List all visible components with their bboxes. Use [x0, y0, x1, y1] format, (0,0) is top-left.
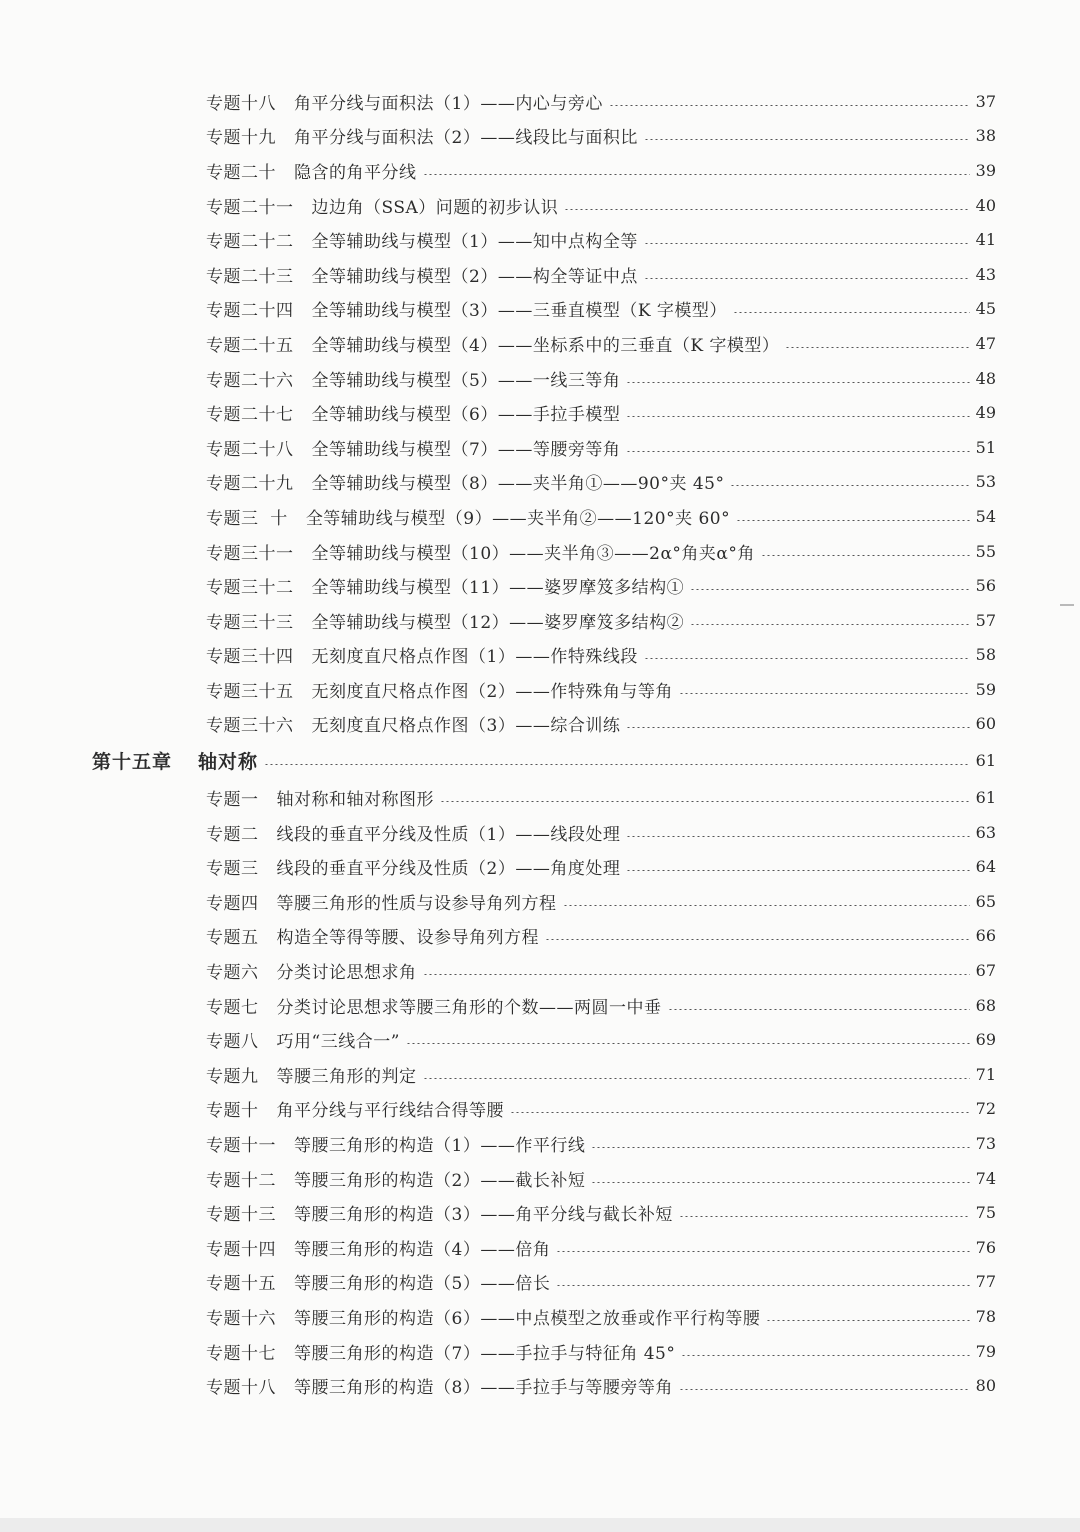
topic-label: 专题三十五 — [206, 681, 294, 702]
toc-topic-row — [0, 465, 1080, 500]
topic-title: 等腰三角形的判定 — [276, 1066, 417, 1087]
topic-label: 专题十七 — [206, 1343, 276, 1364]
dot-leader — [626, 416, 969, 417]
dot-leader — [736, 520, 970, 521]
topic-label: 专题十八 — [206, 93, 276, 114]
topic-label: 专题三十二 — [206, 578, 294, 599]
scan-edge-mark — [1060, 604, 1074, 606]
topic-title: 构造全等得等腰、设参导角列方程 — [276, 928, 539, 949]
topic-label: 专题六 — [206, 963, 259, 984]
topic-title: 分类讨论思想求角 — [276, 963, 417, 984]
toc-chapter-row — [0, 741, 1080, 780]
toc-topic-row — [0, 1022, 1080, 1057]
topic-title: 等腰三角形的构造（1）——作平行线 — [294, 1136, 586, 1157]
page-number: 61 — [975, 751, 996, 771]
topic-label: 专题十九 — [206, 128, 276, 149]
topic-label: 专题三十三 — [206, 612, 294, 633]
topic-title: 全等辅助线与模型（10）——夹半角③——2α°角夹α°角 — [311, 543, 755, 564]
dot-leader — [423, 1078, 970, 1079]
topic-title: 全等辅助线与模型（8）——夹半角①——90°夹 45° — [311, 474, 725, 495]
toc-topic-row — [0, 292, 1080, 327]
page-number: 68 — [975, 995, 996, 1015]
dot-leader — [591, 1182, 969, 1183]
topic-title: 边边角（SSA）问题的初步认识 — [311, 197, 559, 218]
dot-leader — [761, 555, 970, 556]
topic-title: 全等辅助线与模型（11）——婆罗摩笈多结构① — [311, 578, 685, 599]
chapter-label: 第十五章 — [92, 751, 173, 774]
topic-title: 巧用“三线合一” — [276, 1032, 400, 1053]
page-number: 80 — [975, 1376, 996, 1396]
toc-topic-row — [0, 707, 1080, 742]
topic-title: 全等辅助线与模型（2）——构全等证中点 — [311, 266, 638, 287]
dot-leader — [406, 1043, 970, 1044]
page-number: 71 — [975, 1064, 996, 1084]
topic-label: 专题十一 — [206, 1136, 276, 1157]
toc-topic-row — [0, 1334, 1080, 1369]
dot-leader — [556, 1285, 969, 1286]
page-number: 74 — [975, 1168, 996, 1188]
page-number: 51 — [975, 437, 996, 457]
topic-label: 专题十三 — [206, 1205, 276, 1226]
topic-title: 线段的垂直平分线及性质（2）——角度处理 — [276, 859, 621, 880]
topic-label: 专题九 — [206, 1066, 259, 1087]
topic-label: 专题二十八 — [206, 439, 294, 460]
topic-label: 专题一 — [206, 790, 259, 811]
topic-label: 专题二 — [206, 824, 259, 845]
topic-label: 专题三十六 — [206, 716, 294, 737]
toc-topic-row — [0, 1230, 1080, 1265]
toc-topic-row — [0, 1057, 1080, 1092]
page-number: 79 — [975, 1341, 996, 1361]
toc-topic-row — [0, 1161, 1080, 1196]
topic-title: 线段的垂直平分线及性质（1）——线段处理 — [276, 824, 621, 845]
dot-leader — [440, 801, 970, 802]
topic-title: 角平分线与平行线结合得等腰 — [276, 1101, 504, 1122]
toc-topic-row — [0, 953, 1080, 988]
page-number: 61 — [975, 788, 996, 808]
topic-label: 专题二十六 — [206, 370, 294, 391]
page-number: 53 — [975, 472, 996, 492]
topic-title: 无刻度直尺格点作图（3）——综合训练 — [311, 716, 621, 737]
dot-leader — [545, 939, 970, 940]
dot-leader — [423, 974, 970, 975]
dot-leader — [644, 278, 970, 279]
dot-leader — [733, 312, 970, 313]
topic-label: 专题八 — [206, 1032, 259, 1053]
topic-title: 等腰三角形的构造（3）——角平分线与截长补短 — [294, 1205, 673, 1226]
toc-topic-row — [0, 499, 1080, 534]
page-number: 76 — [975, 1237, 996, 1257]
dot-leader — [690, 589, 970, 590]
toc-topic-row — [0, 395, 1080, 430]
toc-topic-row — [0, 1195, 1080, 1230]
topic-label: 专题二十九 — [206, 474, 294, 495]
page-number: 57 — [975, 610, 996, 630]
topic-label: 专题三十一 — [206, 543, 294, 564]
dot-leader — [563, 905, 970, 906]
toc-topic-row — [0, 1092, 1080, 1127]
scan-bottom-strip — [0, 1518, 1080, 1532]
toc-topic-row — [0, 257, 1080, 292]
topic-label: 专题十八 — [206, 1378, 276, 1399]
dot-leader — [644, 658, 970, 659]
toc-topic-row — [0, 326, 1080, 361]
topic-title: 隐含的角平分线 — [294, 162, 417, 183]
page-number: 75 — [975, 1203, 996, 1223]
topic-title: 等腰三角形的构造（4）——倍角 — [294, 1239, 551, 1260]
topic-title: 等腰三角形的构造（7）——手拉手与特征角 45° — [294, 1343, 676, 1364]
toc-topic-row — [0, 603, 1080, 638]
page-number: 58 — [975, 645, 996, 665]
toc-topic-row — [0, 222, 1080, 257]
topic-label: 专题二十一 — [206, 197, 294, 218]
topic-label: 专题十 — [206, 1101, 259, 1122]
page-number: 48 — [975, 368, 996, 388]
page-number: 59 — [975, 679, 996, 699]
table-of-contents — [0, 84, 1080, 1403]
toc-topic-row — [0, 361, 1080, 396]
page-number: 55 — [975, 541, 996, 561]
toc-topic-row — [0, 568, 1080, 603]
topic-title: 角平分线与面积法（2）——线段比与面积比 — [294, 128, 638, 149]
topic-label: 专题三 十 — [206, 508, 288, 529]
toc-topic-row — [0, 672, 1080, 707]
topic-title: 等腰三角形的构造（2）——截长补短 — [294, 1170, 586, 1191]
topic-title: 无刻度直尺格点作图（2）——作特殊角与等角 — [311, 681, 673, 702]
toc-topic-row — [0, 84, 1080, 119]
page-number: 60 — [975, 714, 996, 734]
toc-topic-row — [0, 815, 1080, 850]
topic-title: 全等辅助线与模型（12）——婆罗摩笈多结构② — [311, 612, 685, 633]
toc-topic-row — [0, 153, 1080, 188]
toc-topic-row — [0, 1126, 1080, 1161]
page-number: 78 — [975, 1306, 996, 1326]
page-number: 66 — [975, 926, 996, 946]
toc-topic-row — [0, 1368, 1080, 1403]
page-number: 40 — [975, 195, 996, 215]
toc-topic-row — [0, 119, 1080, 154]
page-number: 67 — [975, 961, 996, 981]
dot-leader — [690, 624, 970, 625]
page-number: 39 — [975, 160, 996, 180]
topic-label: 专题二十 — [206, 162, 276, 183]
toc-topic-row — [0, 430, 1080, 465]
dot-leader — [626, 836, 969, 837]
toc-topic-row — [0, 919, 1080, 954]
dot-leader — [423, 174, 970, 175]
dot-leader — [626, 870, 969, 871]
page-number: 69 — [975, 1030, 996, 1050]
page-number: 41 — [975, 230, 996, 250]
toc-topic-row — [0, 849, 1080, 884]
dot-leader — [644, 139, 970, 140]
dot-leader — [626, 727, 969, 728]
topic-label: 专题四 — [206, 893, 259, 914]
toc-topic-row — [0, 1299, 1080, 1334]
dot-leader — [766, 1320, 969, 1321]
toc-topic-row — [0, 884, 1080, 919]
page-number: 77 — [975, 1272, 996, 1292]
topic-title: 全等辅助线与模型（3）——三垂直模型（K 字模型） — [311, 301, 727, 322]
topic-label: 专题二十七 — [206, 405, 294, 426]
topic-title: 角平分线与面积法（1）——内心与旁心 — [294, 93, 603, 114]
page-number: 45 — [975, 299, 996, 319]
toc-topic-row — [0, 534, 1080, 569]
page-number: 64 — [975, 857, 996, 877]
page-number: 63 — [975, 822, 996, 842]
topic-label: 专题五 — [206, 928, 259, 949]
toc-topic-row — [0, 780, 1080, 815]
topic-label: 专题三十四 — [206, 647, 294, 668]
topic-title: 等腰三角形的性质与设参导角列方程 — [276, 893, 557, 914]
toc-topic-row — [0, 188, 1080, 223]
topic-label: 专题十五 — [206, 1274, 276, 1295]
page-number: 43 — [975, 264, 996, 284]
page-number: 38 — [975, 126, 996, 146]
dot-leader — [785, 347, 969, 348]
topic-title: 等腰三角形的构造（8）——手拉手与等腰旁等角 — [294, 1378, 673, 1399]
topic-label: 专题七 — [206, 997, 259, 1018]
dot-leader — [626, 382, 969, 383]
topic-title: 全等辅助线与模型（7）——等腰旁等角 — [311, 439, 621, 460]
toc-topic-row — [0, 1265, 1080, 1300]
page-number: 47 — [975, 333, 996, 353]
chapter-title: 轴对称 — [198, 751, 259, 774]
page-number: 65 — [975, 891, 996, 911]
topic-title: 分类讨论思想求等腰三角形的个数——两圆一中垂 — [276, 997, 662, 1018]
dot-leader — [730, 485, 969, 486]
topic-label: 专题二十二 — [206, 232, 294, 253]
topic-label: 专题二十五 — [206, 335, 294, 356]
topic-title: 全等辅助线与模型（1）——知中点构全等 — [311, 232, 638, 253]
topic-title: 等腰三角形的构造（6）——中点模型之放垂或作平行构等腰 — [294, 1308, 761, 1329]
toc-topic-row — [0, 638, 1080, 673]
dot-leader — [681, 1355, 969, 1356]
page-number: 56 — [975, 576, 996, 596]
dot-leader — [668, 1009, 970, 1010]
dot-leader — [556, 1251, 969, 1252]
dot-leader — [510, 1112, 970, 1113]
topic-title: 等腰三角形的构造（5）——倍长 — [294, 1274, 551, 1295]
topic-label: 专题十二 — [206, 1170, 276, 1191]
dot-leader — [679, 693, 970, 694]
topic-label: 专题二十四 — [206, 301, 294, 322]
topic-title: 无刻度直尺格点作图（1）——作特殊线段 — [311, 647, 638, 668]
toc-topic-row — [0, 988, 1080, 1023]
dot-leader — [609, 105, 970, 106]
dot-leader — [644, 243, 970, 244]
topic-title: 全等辅助线与模型（9）——夹半角②——120°夹 60° — [305, 508, 731, 529]
dot-leader — [264, 764, 970, 765]
page-number: 73 — [975, 1134, 996, 1154]
page-number: 72 — [975, 1099, 996, 1119]
topic-title: 轴对称和轴对称图形 — [276, 790, 434, 811]
dot-leader — [626, 451, 969, 452]
page-number: 54 — [975, 506, 996, 526]
topic-label: 专题十六 — [206, 1308, 276, 1329]
page-number: 49 — [975, 403, 996, 423]
topic-label: 专题二十三 — [206, 266, 294, 287]
topic-title: 全等辅助线与模型（6）——手拉手模型 — [311, 405, 621, 426]
dot-leader — [679, 1216, 970, 1217]
dot-leader — [564, 209, 969, 210]
topic-title: 全等辅助线与模型（4）——坐标系中的三垂直（K 字模型） — [311, 335, 780, 356]
topic-label: 专题三 — [206, 859, 259, 880]
dot-leader — [679, 1389, 970, 1390]
dot-leader — [591, 1147, 969, 1148]
page-number: 37 — [975, 91, 996, 111]
topic-title: 全等辅助线与模型（5）——一线三等角 — [311, 370, 621, 391]
topic-label: 专题十四 — [206, 1239, 276, 1260]
